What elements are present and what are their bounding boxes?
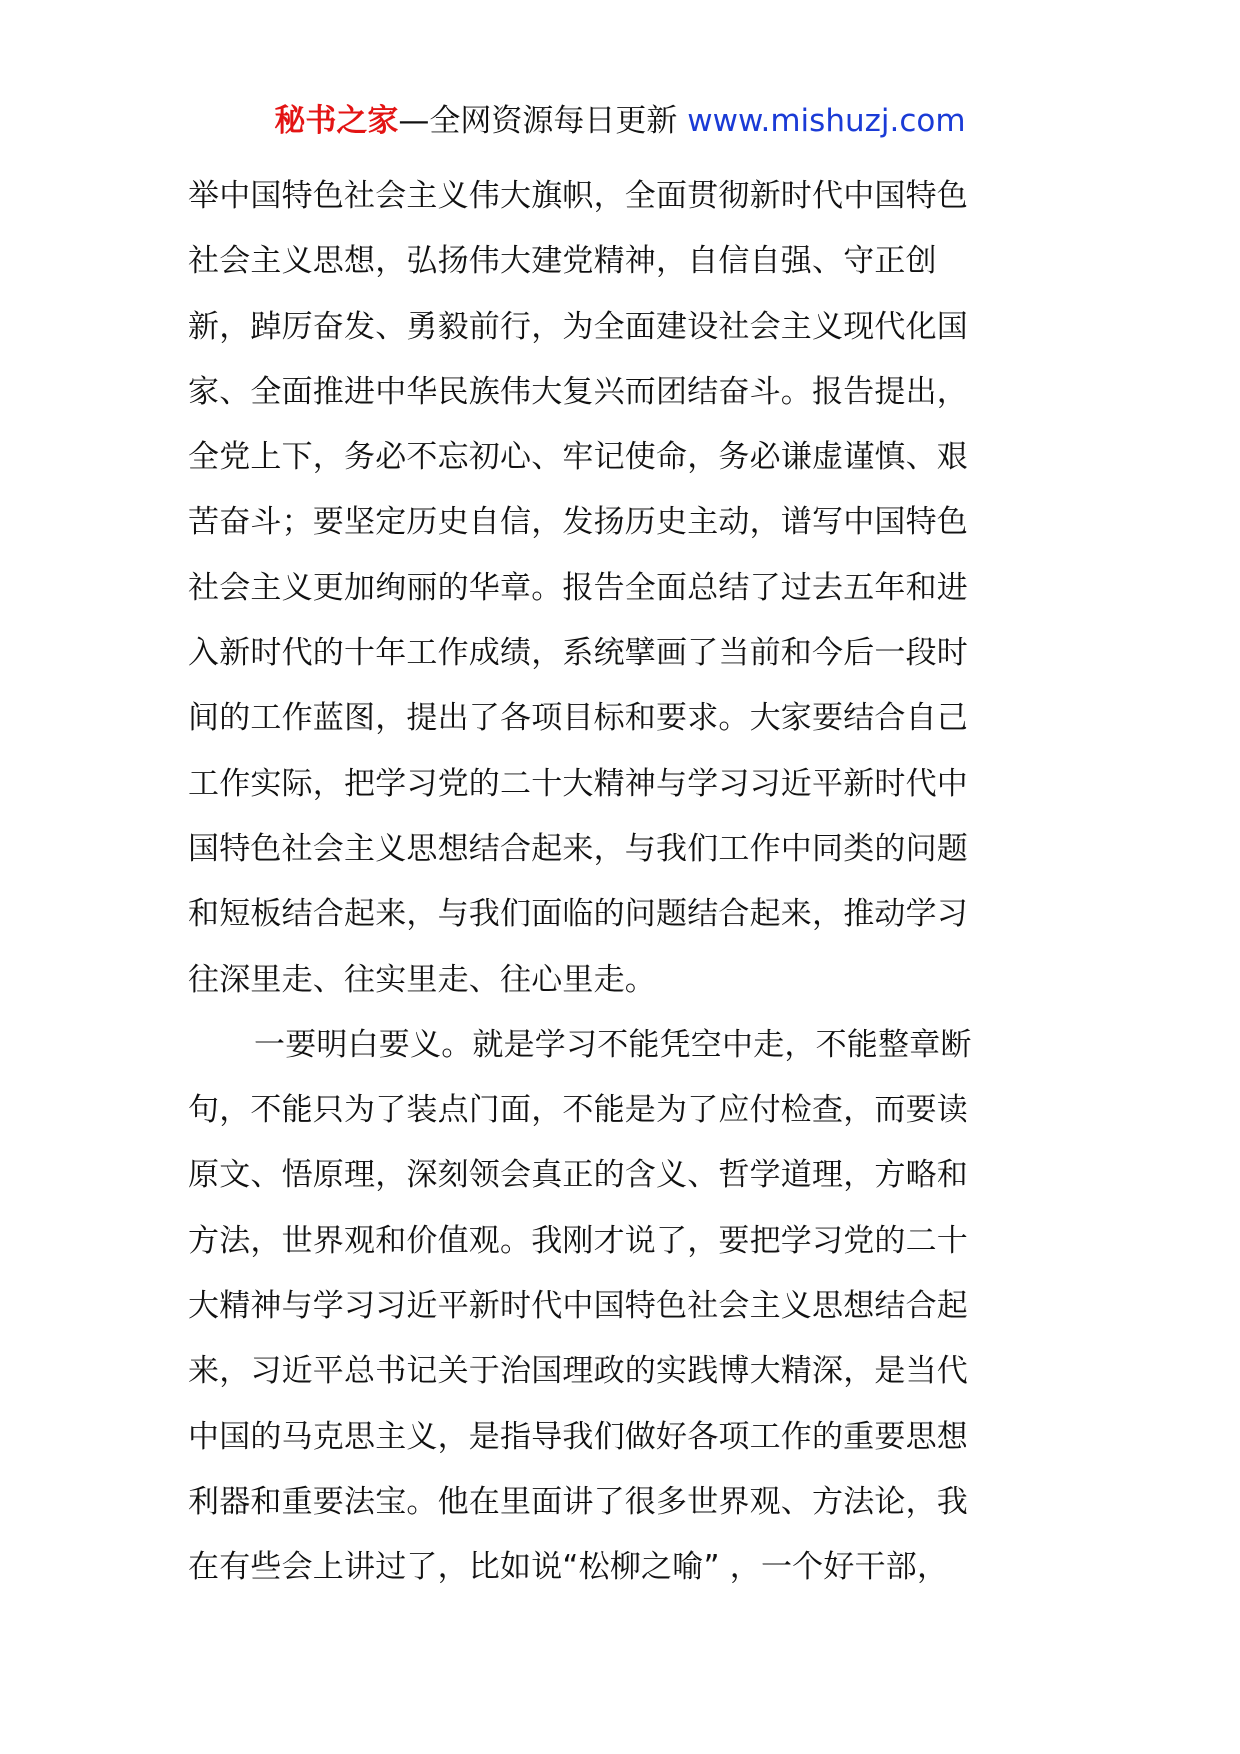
paragraph-2-line: 方法，世界观和价值观。我刚才说了，要把学习党的二十 xyxy=(188,1222,968,1259)
paragraph-1-line: 工作实际，把学习党的二十大精神与学习习近平新时代中 xyxy=(188,765,968,802)
page-header xyxy=(0,98,1240,144)
site-url-link[interactable]: www.mishuzj.com xyxy=(687,103,966,139)
paragraph-1-line: 国特色社会主义思想结合起来，与我们工作中同类的问题 xyxy=(188,830,968,867)
paragraph-2-first-line: 一要明白要义。就是学习不能凭空中走，不能整章断 xyxy=(254,1026,972,1063)
paragraph-2-line: 来，习近平总书记关于治国理政的实践博大精深，是当代 xyxy=(188,1353,968,1390)
paragraph-2-line: 大精神与学习习近平新时代中国特色社会主义思想结合起 xyxy=(188,1288,968,1325)
paragraph-2-line: 句，不能只为了装点门面，不能是为了应付检查，而要读 xyxy=(188,1092,968,1129)
paragraph-1-line: 全党上下，务必不忘初心、牢记使命，务必谦虚谨慎、艰 xyxy=(188,439,968,476)
brand-name: 秘书之家 xyxy=(274,103,399,139)
header-tagline: —全网资源每日更新 xyxy=(398,103,688,139)
paragraph-2-line: 原文、悟原理，深刻领会真正的含义、哲学道理，方略和 xyxy=(188,1157,968,1194)
paragraph-2-line: 在有些会上讲过了，比如说“松柳之喻” ，一个好干部， xyxy=(188,1549,949,1586)
paragraph-2-line: 中国的马克思主义，是指导我们做好各项工作的重要思想 xyxy=(188,1418,968,1455)
paragraph-1-line: 新，踔厉奋发、勇毅前行，为全面建设社会主义现代化国 xyxy=(188,308,968,345)
paragraph-1-line: 社会主义思想，弘扬伟大建党精神，自信自强、守正创 xyxy=(188,243,937,280)
paragraph-2-line: 利器和重要法宝。他在里面讲了很多世界观、方法论，我 xyxy=(188,1483,968,1520)
paragraph-1-line: 苦奋斗；要坚定历史自信，发扬历史主动，谱写中国特色 xyxy=(188,504,968,541)
paragraph-1-line: 往深里走、往实里走、往心里走。 xyxy=(188,961,656,998)
paragraph-1-line: 和短板结合起来，与我们面临的问题结合起来，推动学习 xyxy=(188,896,968,933)
paragraph-1-line: 间的工作蓝图，提出了各项目标和要求。大家要结合自己 xyxy=(188,700,968,737)
paragraph-1-line: 家、全面推进中华民族伟大复兴而团结奋斗。报告提出， xyxy=(188,373,968,410)
paragraph-1-line: 举中国特色社会主义伟大旗帜，全面贯彻新时代中国特色 xyxy=(188,178,968,214)
document-body xyxy=(188,164,1060,1601)
paragraph-1-line: 入新时代的十年工作成绩，系统擘画了当前和今后一段时 xyxy=(188,635,968,672)
paragraph-1-line: 社会主义更加绚丽的华章。报告全面总结了过去五年和进 xyxy=(188,569,968,606)
